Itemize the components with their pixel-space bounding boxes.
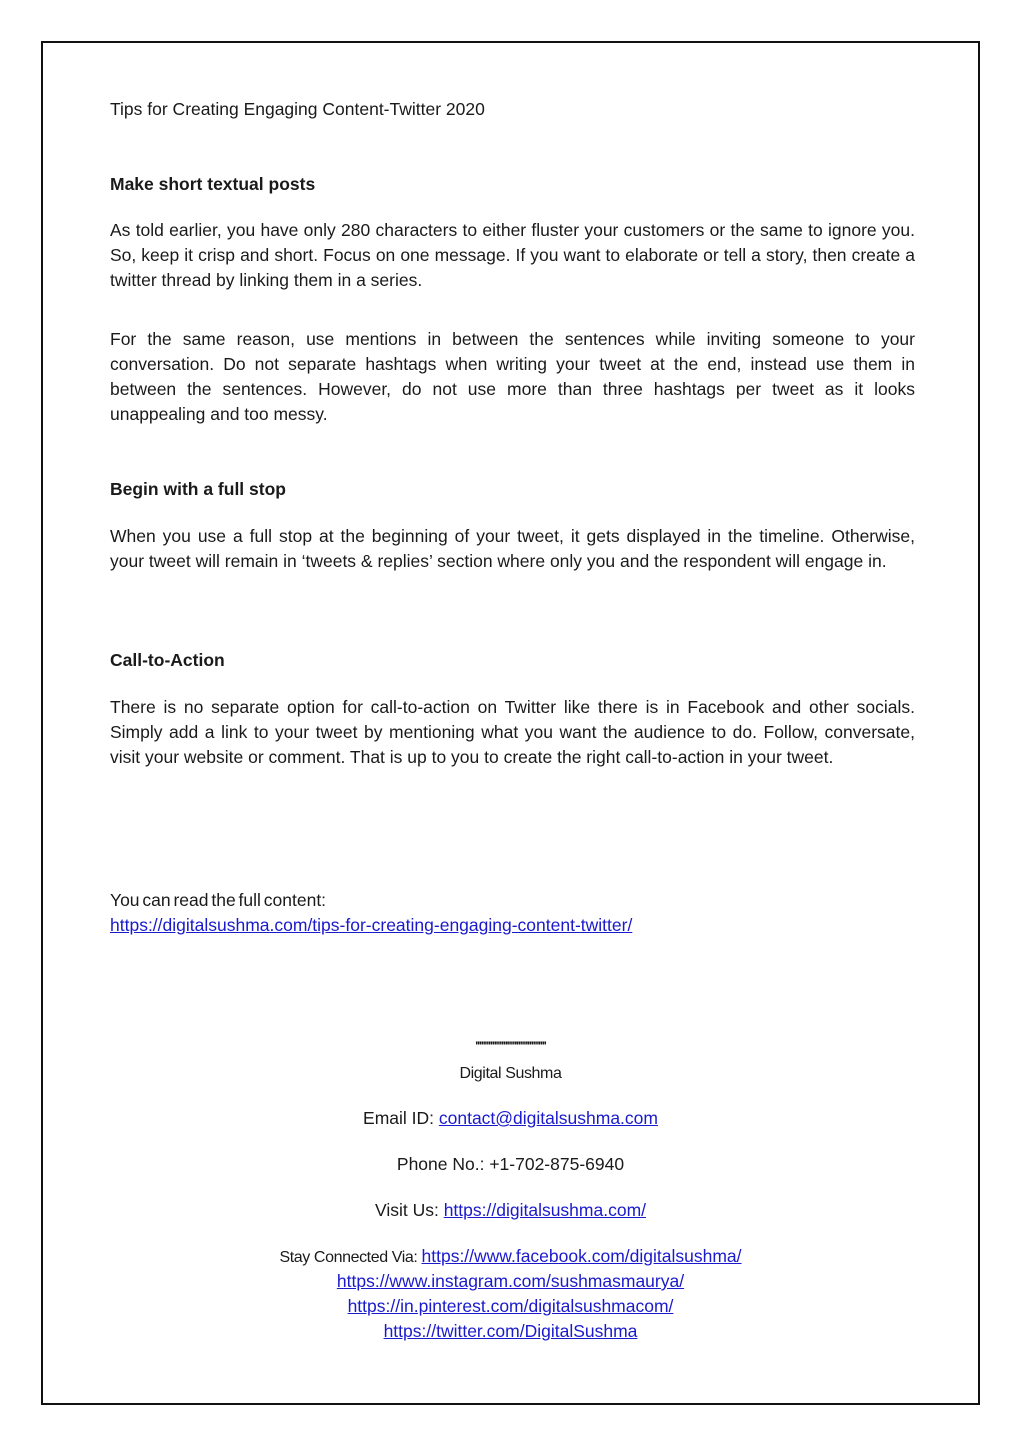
- footer-email-row: [41, 1106, 980, 1131]
- section-heading-short-posts: Make short textual posts: [110, 174, 316, 194]
- read-more-link[interactable]: https://digitalsushma.com/tips-for-creating-engaging-content-twitter/: [110, 915, 633, 935]
- pinterest-link[interactable]: https://in.pinterest.com/digitalsushmacom/: [347, 1296, 674, 1316]
- website-link[interactable]: https://digitalsushma.com/: [443, 1200, 647, 1220]
- stay-connected-label: Stay Connected Via:: [279, 1249, 422, 1266]
- email-link[interactable]: contact@digitalsushma.com: [438, 1108, 658, 1128]
- facebook-link[interactable]: https://www.facebook.com/digitalsushma/: [421, 1246, 742, 1266]
- section-heading-cta: Call-to-Action: [110, 650, 225, 670]
- document-title: Tips for Creating Engaging Content-Twitter 2020: [110, 99, 485, 119]
- twitter-link[interactable]: https://twitter.com/DigitalSushma: [383, 1321, 638, 1341]
- footer-social-row: [41, 1244, 980, 1270]
- visit-label: Visit Us:: [374, 1200, 444, 1220]
- paragraph-short-posts-1: As told earlier, you have only 280 characters to either fluster your customers or the same to ignore you. So, keep it crisp and short. Focus on one message. If you want to elaborate or tell a story, then create a twitter thread by linking them in a series.: [110, 220, 915, 290]
- footer-phone: Phone No.: +1-702-875-6940: [396, 1154, 625, 1174]
- footer-brand-name: Digital Sushma: [459, 1065, 562, 1082]
- paragraph-short-posts-2: For the same reason, use mentions in between the sentences while inviting someone to your conversation. Do not separate hashtags when writing your tweet at the end, instead use them in between the sentences. However, do not use more than three hashtags per tweet as it looks unappealing and too messy.: [110, 329, 915, 424]
- twitter-row: [41, 1319, 980, 1344]
- email-label: Email ID:: [363, 1108, 439, 1128]
- paragraph-full-stop: When you use a full stop at the beginning of your tweet, it gets displayed in the timeline. Otherwise, your tweet will remain in ‘tweets & replies’ section where only you and the respondent will engage in.: [110, 526, 915, 571]
- instagram-link[interactable]: https://www.instagram.com/sushmasmaurya/: [336, 1271, 685, 1291]
- paragraph-cta: There is no separate option for call-to-action on Twitter like there is in Facebook and other socials. Simply add a link to your tweet by mentioning what you want the audience to do. Follow, conversate, visit your website or comment. That is up to you to create the right call-to-action in your tweet.: [110, 697, 915, 767]
- footer-separator: '''''''''''''''''''''''''''''''''''''': [475, 1039, 546, 1053]
- footer-visit-row: [41, 1198, 980, 1223]
- pinterest-row: [41, 1294, 980, 1319]
- read-more-label: You can read the full content:: [110, 890, 327, 910]
- read-more-block: [110, 888, 915, 938]
- section-heading-full-stop: Begin with a full stop: [110, 479, 286, 499]
- instagram-row: [41, 1269, 980, 1294]
